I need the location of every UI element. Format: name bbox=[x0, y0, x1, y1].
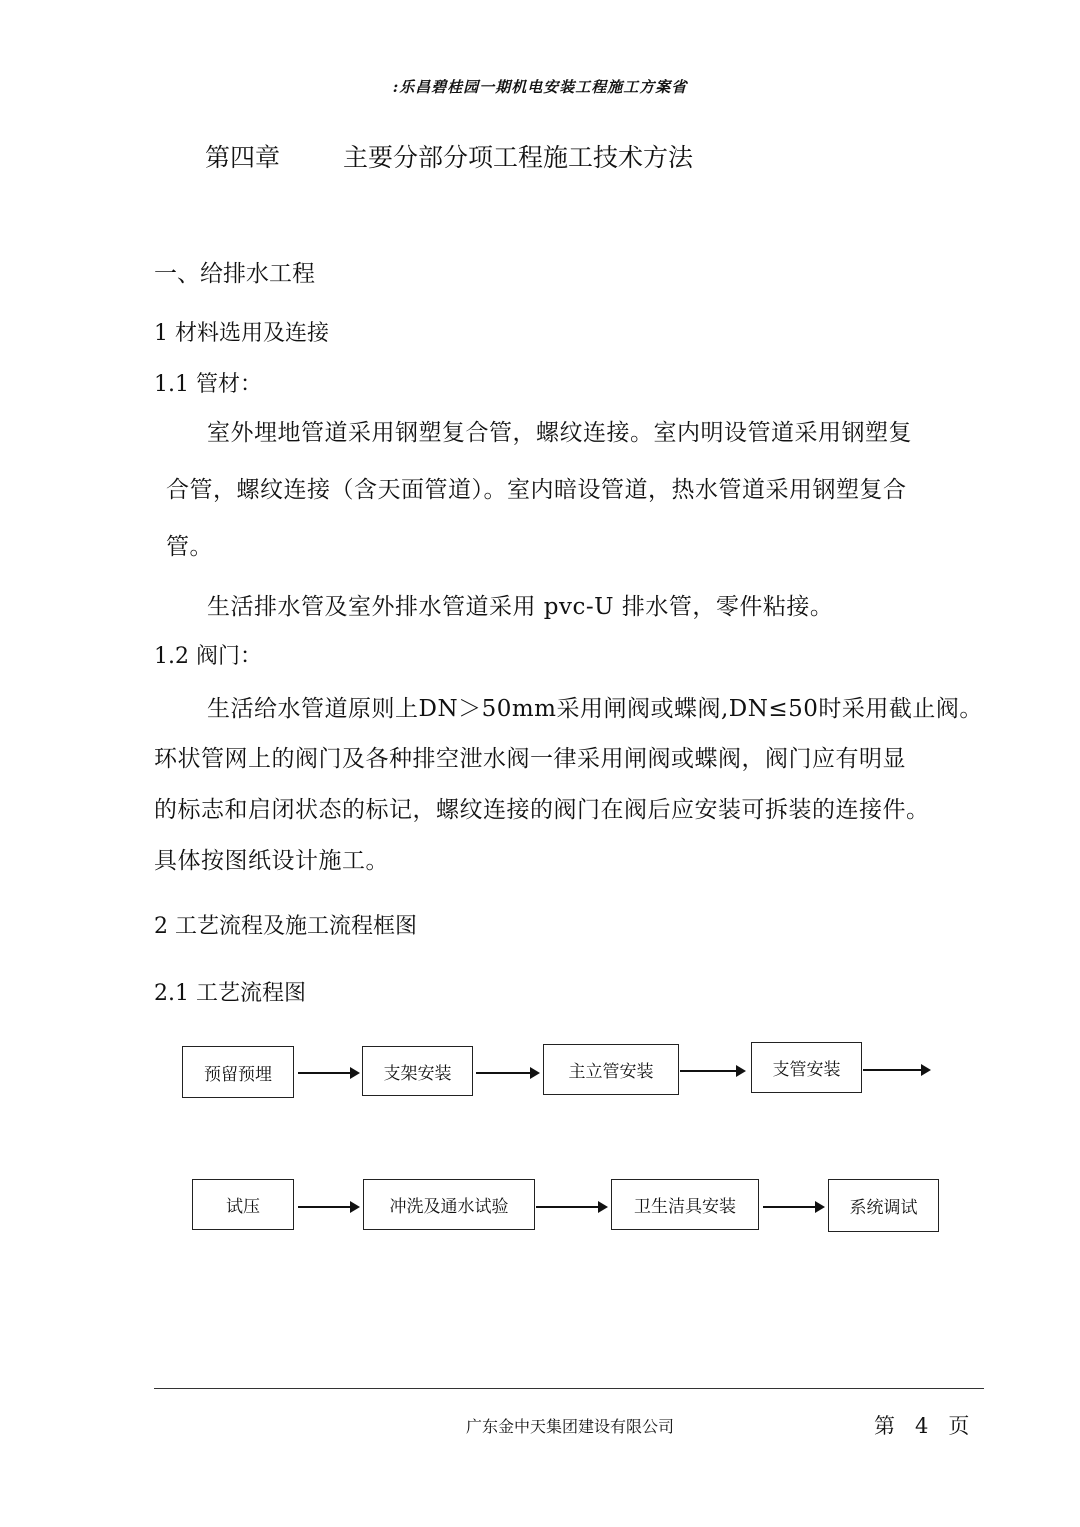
chapter-number: 第四章 bbox=[205, 143, 281, 172]
footer-company: 广东金中天集团建设有限公司 bbox=[465, 1417, 674, 1436]
chapter-title: 主要分部分项工程施工技术方法 bbox=[343, 143, 694, 172]
subsection-pipe-title: 1.1 管材： bbox=[154, 372, 262, 397]
paragraph-line: 生活排水管及室外排水管道采用 pvc-U 排水管，零件粘接。 bbox=[207, 594, 834, 620]
flow-step-box: 冲洗及通水试验 bbox=[363, 1179, 535, 1230]
footer-divider bbox=[154, 1388, 984, 1389]
subsection-flowchart-title: 2.1 工艺流程图 bbox=[154, 981, 306, 1006]
paragraph-line: 环状管网上的阀门及各种排空泄水阀一律采用闸阀或蝶阀，阀门应有明显 bbox=[154, 746, 906, 772]
flow-arrow bbox=[298, 1072, 358, 1074]
paragraph-line: 管。 bbox=[166, 534, 213, 560]
flow-arrow bbox=[863, 1069, 929, 1071]
subsection-flow-title: 2 工艺流程及施工流程框图 bbox=[154, 914, 417, 939]
paragraph-line: 的标志和启闭状态的标记，螺纹连接的阀门在阀后应安装可拆装的连接件。 bbox=[154, 797, 930, 823]
paragraph-line: 具体按图纸设计施工。 bbox=[154, 848, 389, 874]
flow-step-box: 主立管安装 bbox=[543, 1044, 679, 1095]
flow-arrow bbox=[763, 1206, 823, 1208]
section-title: 一、给排水工程 bbox=[154, 261, 315, 287]
flow-step-box: 卫生洁具安装 bbox=[611, 1179, 759, 1230]
paragraph-line: 生活给水管道原则上DN＞50mm采用闸阀或蝶阀,DN≤50时采用截止阀。 bbox=[207, 696, 983, 722]
flow-step-box: 试压 bbox=[192, 1179, 294, 1230]
flow-arrow bbox=[536, 1206, 606, 1208]
flow-step-box: 预留预埋 bbox=[182, 1046, 294, 1098]
flow-step-box: 系统调试 bbox=[828, 1179, 939, 1232]
subsection-title: 1 材料选用及连接 bbox=[154, 321, 329, 346]
flow-step-box: 支架安装 bbox=[362, 1046, 473, 1096]
page-number: 第 4 页 bbox=[874, 1414, 970, 1438]
paragraph-line: 室外埋地管道采用钢塑复合管，螺纹连接。室内明设管道采用钢塑复 bbox=[207, 420, 912, 446]
flow-arrow bbox=[680, 1070, 744, 1072]
running-header: :乐昌碧桂园一期机电安装工程施工方案省 bbox=[392, 78, 688, 96]
flow-arrow bbox=[298, 1206, 358, 1208]
paragraph-line: 合管，螺纹连接（含天面管道）。室内暗设管道，热水管道采用钢塑复合 bbox=[166, 477, 907, 503]
subsection-valve-title: 1.2 阀门： bbox=[154, 644, 262, 669]
flow-step-box: 支管安装 bbox=[751, 1042, 862, 1093]
flow-arrow bbox=[476, 1072, 538, 1074]
